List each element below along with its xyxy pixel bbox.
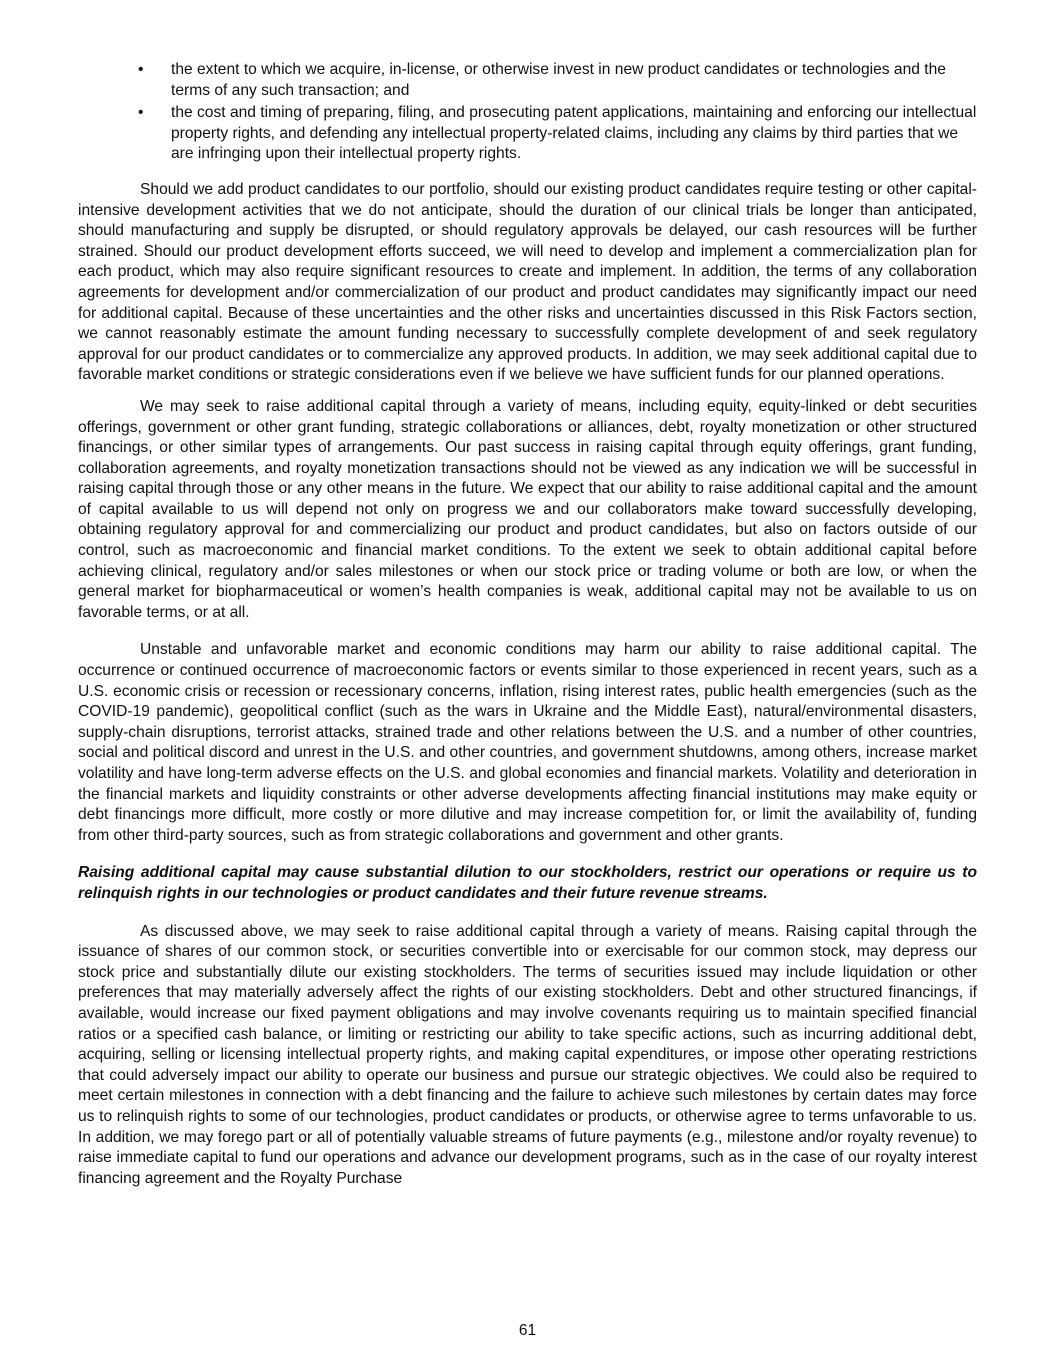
section-heading-dilution: Raising additional capital may cause substantial dilution to our stockholders, restrict our operations or require us to relinquish rights in our technologies or product candidates and their future revenue streams.	[78, 864, 977, 902]
paragraph-dilution: As discussed above, we may seek to raise additional capital through a variety of means. Raising capital through the issuance of shares of our common stock, or securities convertible into or exercisable for our common stock, may depress our stock price and substantially dilute our existing stockholders. The terms of securities issued may include liquidation or other preferences that may materially adversely affect the rights of our existing stockholders. Debt and other structured financings, if available, would increase our fixed payment obligations and may involve covenants requiring us to maintain specified financial ratios or a specified cash balance, or limiting or restricting our ability to take specific actions, such as incurring additional debt, acquiring, selling or licensing intellectual property rights, and making capital expenditures, or impose other operating restrictions that could adversely impact our ability to operate our business and pursue our strategic objectives. We could also be required to meet certain milestones in connection with a debt financing and the failure to achieve such milestones by certain dates may force us to relinquish rights to some of our technologies, product candidates or products, or otherwise agree to terms unfavorable to us. In addition, we may forego part or all of potentially valuable streams of future payments (e.g., milestone and/or royalty revenue) to raise immediate capital to fund our operations and advance our development programs, such as in the case of our royalty interest financing agreement and the Royalty Purchase	[78, 922, 977, 1187]
bullet-text: the cost and timing of preparing, filing, and prosecuting patent applications, maintaining and enforcing our intellectual property rights, and defending any intellectual property-related claims, including any claims by third parties that we are infringing upon their intellectual property rights.	[171, 104, 977, 163]
document-page	[78, 60, 977, 1189]
paragraph-capital-needs: Should we add product candidates to our portfolio, should our existing product candidates require testing or other capital-intensive development activities that we do not anticipate, should the duration of our clinical trials be longer than anticipated, should manufacturing and supply be disrupted, or should regulatory approvals be delayed, our cash resources will be further strained. Should our product development efforts succeed, we will need to develop and implement a commercialization plan for each product, which may also require significant resources to create and implement. In addition, the terms of any collaboration agreements for development and/or commercialization of our product and product candidates may significantly impact our need for additional capital. Because of these uncertainties and the other risks and uncertainties discussed in this Risk Factors section, we cannot reasonably estimate the amount funding necessary to successfully complete development of and seek regulatory approval for our product candidates or to commercialize any approved products. In addition, we may seek additional capital due to favorable market conditions or strategic considerations even if we believe we have sufficient funds for our planned operations.	[78, 180, 977, 384]
bullet-marker: •	[138, 104, 144, 122]
bullet-item	[78, 103, 977, 165]
bullet-list	[78, 60, 977, 165]
page-number: 61	[518, 1322, 537, 1339]
bullet-item	[78, 60, 977, 101]
paragraph-market-conditions: Unstable and unfavorable market and economic conditions may harm our ability to raise additional capital. The occurrence or continued occurrence of macroeconomic factors or events similar to those experienced in recent years, such as a U.S. economic crisis or recession or recessionary concerns, inflation, rising interest rates, public health emergencies (such as the COVID-19 pandemic), geopolitical conflict (such as the wars in Ukraine and the Middle East), natural/environmental disasters, supply-chain disruptions, terrorist attacks, strained trade and other relations between the U.S. and a number of other countries, social and political discord and unrest in the U.S. and other countries, and government shutdowns, among others, increase market volatility and have long-term adverse effects on the U.S. and global economies and financial markets. Volatility and deterioration in the financial markets and liquidity constraints or other adverse developments affecting financial institutions may make equity or debt financings more difficult, more costly or more dilutive and may increase competition for, or limit the availability of, funding from other third-party sources, such as from strategic collaborations and government and other grants.	[78, 641, 977, 844]
bullet-marker: •	[138, 61, 144, 78]
bullet-text: the extent to which we acquire, in-license, or otherwise invest in new product candidates or technologies and the terms of any such transaction; and	[171, 61, 946, 99]
paragraph-raising-capital: We may seek to raise additional capital through a variety of means, including equity, equity-linked or debt securities offerings, government or other grant funding, strategic collaborations or alliances, debt, royalty monetization or other structured financings, or other similar types of arrangements. Our past success in raising capital through equity offerings, grant funding, collaboration agreements, and royalty monetization transactions should not be viewed as any indication we will be successful in raising capital through those or any other means in the future. We expect that our ability to raise additional capital and the amount of capital available to us will depend not only on progress we and our collaborators make toward successfully developing, obtaining regulatory approval for and commercializing our product and product candidates, but also on factors outside of our control, such as macroeconomic and financial market conditions. To the extent we seek to obtain additional capital before achieving clinical, regulatory and/or sales milestones or when our stock price or trading volume or both are low, or when the general market for biopharmaceutical or women’s health companies is weak, additional capital may not be available to us on favorable terms, or at all.	[78, 397, 977, 621]
